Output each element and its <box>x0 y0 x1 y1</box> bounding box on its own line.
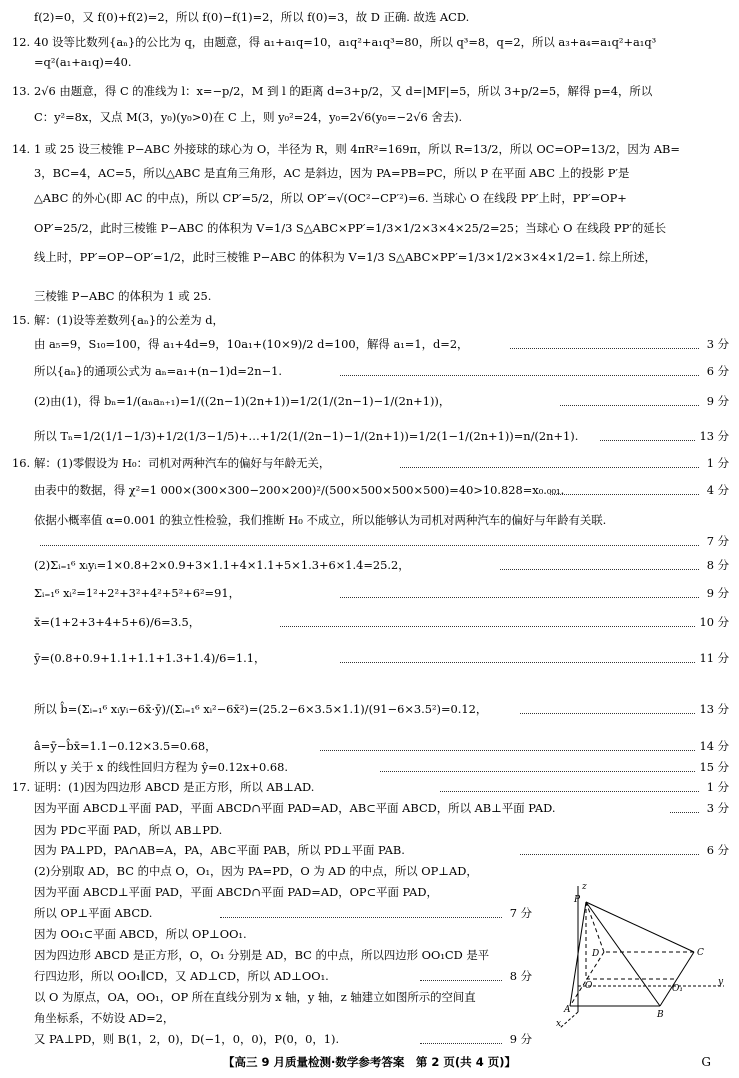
solution-line-text: 所以 OP⊥平面 ABCD. <box>34 906 153 920</box>
score-leader-dots <box>510 348 699 349</box>
solution-line <box>34 248 731 266</box>
solution-line <box>34 164 731 182</box>
solution-line-text: 40 设等比数列{aₙ}的公比为 q，由题意，得 a₁+a₁q=10，a₁q²+a₁q³=80，所以 q³=8，q=2，所以 a₃+a₄=a₁q²+a₁q³ <box>34 35 657 49</box>
solution-line <box>34 649 354 667</box>
score-points: 3 分 <box>703 335 729 353</box>
score-points: 13 分 <box>695 700 729 718</box>
solution-line-text: △ABC 的外心(即 AC 的中点)，所以 CP′=5/2，所以 OP′=√(OC²−CP′²)=6. 当球心 O 在线段 PP′上时，PP′=OP+ <box>34 191 627 205</box>
score-leader-dots <box>340 597 699 598</box>
score-leader-dots <box>500 569 699 570</box>
solution-line <box>34 584 354 602</box>
solution-line-text: 因为 PD⊂平面 PAD，所以 AB⊥PD. <box>34 823 223 837</box>
score-leader-dots <box>420 1043 502 1044</box>
score-points: 10 分 <box>695 613 729 631</box>
solution-line <box>34 427 614 445</box>
solution-line <box>34 140 731 158</box>
solution-line-text: 因为平面 ABCD⊥平面 PAD，平面 ABCD∩平面 PAD=AD，AB⊂平面 ABCD，所以 AB⊥平面 PAD. <box>34 801 556 815</box>
question-number: 12. <box>12 35 31 49</box>
score-leader-dots <box>320 750 699 751</box>
solution-line-text: 依据小概率值 α=0.001 的独立性检验，我们推断 H₀ 不成立，所以能够认为司机对两种汽车的偏好与年龄有关联. <box>34 513 607 527</box>
score-points: 7 分 <box>506 904 532 922</box>
score-leader-dots <box>340 662 699 663</box>
score-leader-dots <box>520 713 699 714</box>
solution-line-text: 三棱锥 P−ABC 的体积为 1 或 25. <box>34 289 212 303</box>
solution-line-text: 因为平面 ABCD⊥平面 PAD，平面 ABCD∩平面 PAD=AD，OP⊂平面 PAD， <box>34 885 438 899</box>
solution-line-text: OP′=25/2，此时三棱锥 P−ABC 的体积为 V=1/3 S△ABC×PP′=1/3×1/2×3×4×25/2=25；当球心 O 在线段 PP′的延长 <box>34 221 666 235</box>
solution-line-text: 因为 OO₁⊂平面 ABCD，所以 OP⊥OO₁. <box>34 927 247 941</box>
solution-line <box>34 821 354 839</box>
solution-line <box>34 700 534 718</box>
score-points: 7 分 <box>703 532 729 550</box>
score-leader-dots <box>440 791 699 792</box>
solution-line-text: 角坐标系，不妨设 AD=2， <box>34 1011 175 1025</box>
solution-line <box>34 53 354 71</box>
solution-line <box>34 392 574 410</box>
score-points: 15 分 <box>695 758 729 776</box>
score-leader-dots <box>40 545 699 546</box>
score-points: 1 分 <box>703 454 729 472</box>
score-leader-dots <box>380 771 699 772</box>
score-leader-dots <box>280 626 699 627</box>
score-leader-dots <box>220 917 502 918</box>
solution-line-text: 行四边形，所以 OO₁∥CD，又 AD⊥CD，所以 AD⊥OO₁. <box>34 969 329 983</box>
score-points: 3 分 <box>703 799 729 817</box>
solution-line <box>34 988 564 1006</box>
solution-line-text: 3，BC=4，AC=5，所以△ABC 是直角三角形，AC 是斜边，因为 PA=PB=PC，所以 P 在平面 ABC 上的投影 P′是 <box>34 166 630 180</box>
label-z: z <box>582 882 587 892</box>
solution-line <box>34 532 54 550</box>
solution-line <box>34 1009 254 1027</box>
solution-line <box>34 335 524 353</box>
page-footer: 【高三 9 月质量检测·数学参考答案 第 2 页(共 4 页)】 <box>223 1055 516 1069</box>
solution-line-text: 解：(1)零假设为 H₀：司机对两种汽车的偏好与年龄无关， <box>34 456 331 470</box>
solution-line <box>34 33 731 51</box>
solution-line-text: f(2)=0，又 f(0)+f(2)=2，所以 f(0)−f(1)=2，所以 f(0)=3，故 D 正确. 故选 ACD. <box>34 10 470 24</box>
solution-line-text: (2)分别取 AD，BC 的中点 O，O₁，因为 PA=PD，O 为 AD 的中点，所以 OP⊥AD， <box>34 864 478 878</box>
solution-line <box>34 8 614 26</box>
solution-line-text: ȳ=(0.8+0.9+1.1+1.1+1.3+1.4)/6=1.1， <box>34 651 266 665</box>
solution-line <box>34 82 731 100</box>
score-points: 11 分 <box>695 649 729 667</box>
score-points: 4 分 <box>703 481 729 499</box>
score-points: 1 分 <box>703 778 729 796</box>
solution-line-text: 以 O 为原点，OA，OO₁，OP 所在直线分别为 x 轴，y 轴，z 轴建立如图所示的空间直 <box>34 990 476 1004</box>
label-o1: O₁ <box>672 984 683 994</box>
score-points: 6 分 <box>703 841 729 859</box>
solution-line-text: 所以 y 关于 x 的线性回归方程为 ŷ=0.12x+0.68. <box>34 760 288 774</box>
solution-line-text: 因为四边形 ABCD 是正方形，O，O₁ 分别是 AD，BC 的中点，所以四边形 OO₁CD 是平 <box>34 948 490 962</box>
solution-line <box>34 108 614 126</box>
score-leader-dots <box>670 812 699 813</box>
score-leader-dots <box>600 440 699 441</box>
score-points: 8 分 <box>703 556 729 574</box>
solution-line-text: C：y²=8x，又点 M(3，y₀)(y₀>0)在 C 上，则 y₀²=24，y₀=2√6(y₀=−2√6 舍去). <box>34 110 463 124</box>
question-number: 16. <box>12 456 31 470</box>
label-a: A <box>564 1005 571 1015</box>
question-number: 15. <box>12 313 31 327</box>
score-leader-dots <box>560 405 699 406</box>
score-points: 9 分 <box>506 1030 532 1048</box>
solution-line-text: =q²(a₁+a₁q)=40. <box>34 55 132 69</box>
solution-line-text: 又 PA⊥PD，则 B(1，2，0)，D(−1，0，0)，P(0，0，1). <box>34 1032 340 1046</box>
solution-line <box>34 311 454 329</box>
solution-line-text: x̄=(1+2+3+4+5+6)/6=3.5， <box>34 615 201 629</box>
score-leader-dots <box>420 980 502 981</box>
score-points: 6 分 <box>703 362 729 380</box>
solution-line <box>34 362 354 380</box>
solution-line-text: Σᵢ₌₁⁶ xᵢ²=1²+2²+3²+4²+5²+6²=91， <box>34 586 240 600</box>
solution-line <box>34 737 334 755</box>
solution-line <box>34 1030 434 1048</box>
label-d: D <box>592 949 600 959</box>
solution-line <box>34 862 564 880</box>
score-points: 14 分 <box>695 737 729 755</box>
solution-line-text: 解：(1)设等差数列{aₙ}的公差为 d， <box>34 313 224 327</box>
solution-line-text: 所以 Tₙ=1/2(1/1−1/3)+1/2(1/3−1/5)+…+1/2(1/(2n−1)−1/(2n+1))=1/2(1−1/(2n+1))=n/(2n+1). <box>34 429 579 443</box>
coordinate-pyramid-figure <box>556 880 726 1030</box>
solution-line <box>34 287 454 305</box>
question-number: 17. <box>12 780 31 794</box>
solution-line <box>34 454 414 472</box>
question-number: 14. <box>12 142 31 156</box>
solution-line <box>34 511 731 529</box>
solution-line-text: 2√6 由题意，得 C 的准线为 l：x=−p/2，M 到 l 的距离 d=3+p/2，又 d=|MF|=5，所以 3+p/2=5，解得 p=4，所以 <box>34 84 653 98</box>
solution-line-text: 所以{aₙ}的通项公式为 aₙ=a₁+(n−1)d=2n−1. <box>34 364 282 378</box>
label-y: y <box>718 977 724 987</box>
solution-line <box>34 946 564 964</box>
solution-line-text: 所以 b̂=(Σᵢ₌₁⁶ xᵢyᵢ−6x̄·ȳ)/(Σᵢ₌₁⁶ xᵢ²−6x̄²)=(25.2−6×3.5×1.1)/(91−6×3.5²)=0.12， <box>34 702 488 716</box>
edge-pc <box>586 902 694 952</box>
score-points: 9 分 <box>703 392 729 410</box>
solution-line-text: 由表中的数据，得 χ²=1 000×(300×300−200×200)²/(500×500×500×500)=40>10.828=x₀.₀₀₁. <box>34 483 564 497</box>
solution-line <box>34 904 234 922</box>
question-number: 13. <box>12 84 31 98</box>
label-x: x <box>556 1019 562 1029</box>
solution-line <box>34 841 534 859</box>
solution-line <box>34 778 454 796</box>
solution-line <box>34 481 564 499</box>
solution-line-text: 1 或 25 设三棱锥 P−ABC 外接球的球心为 O，半径为 R，则 4πR²=169π，所以 R=13/2，所以 OC=OP=13/2，因为 AB= <box>34 142 680 156</box>
solution-line-text: 线上时，PP′=OP−OP′=1/2，此时三棱锥 P−ABC 的体积为 V=1/3 S△ABC×PP′=1/3×1/2×3×4×1/2=1. 综上所述， <box>34 250 656 264</box>
score-leader-dots <box>400 467 699 468</box>
score-leader-dots <box>520 854 699 855</box>
solution-line <box>34 883 534 901</box>
label-p: P <box>574 895 581 905</box>
score-points: 8 分 <box>506 967 532 985</box>
score-leader-dots <box>550 494 699 495</box>
footer-mark: G <box>701 1055 711 1069</box>
solution-line <box>34 799 684 817</box>
score-leader-dots <box>340 375 699 376</box>
score-points: 13 分 <box>695 427 729 445</box>
solution-line-text: 由 a₅=9，S₁₀=100，得 a₁+4d=9，10a₁+(10×9)/2 d=100，解得 a₁=1，d=2， <box>34 337 469 351</box>
solution-line <box>34 925 354 943</box>
solution-line <box>34 967 434 985</box>
solution-line <box>34 189 731 207</box>
label-b: B <box>657 1010 664 1020</box>
label-c: C <box>697 948 704 958</box>
solution-line-text: 因为 PA⊥PD，PA∩AB=A，PA，AB⊂平面 PAB，所以 PD⊥平面 PAB. <box>34 843 405 857</box>
solution-line-text: (2)由(1)，得 bₙ=1/(aₙaₙ₊₁)=1/((2n−1)(2n+1))=1/2(1/(2n−1)−1/(2n+1))， <box>34 394 451 408</box>
score-points: 9 分 <box>703 584 729 602</box>
solution-line <box>34 556 514 574</box>
solution-line <box>34 613 294 631</box>
label-o: O <box>585 981 593 991</box>
solution-line <box>34 758 394 776</box>
solution-line-text: (2)Σᵢ₌₁⁶ xᵢyᵢ=1×0.8+2×0.9+3×1.1+4×1.1+5×1.3+6×1.4=25.2， <box>34 558 410 572</box>
solution-line <box>34 219 731 237</box>
solution-line-text: â=ȳ−b̂x̄=1.1−0.12×3.5=0.68， <box>34 739 217 753</box>
solution-line-text: 证明：(1)因为四边形 ABCD 是正方形，所以 AB⊥AD. <box>34 780 315 794</box>
